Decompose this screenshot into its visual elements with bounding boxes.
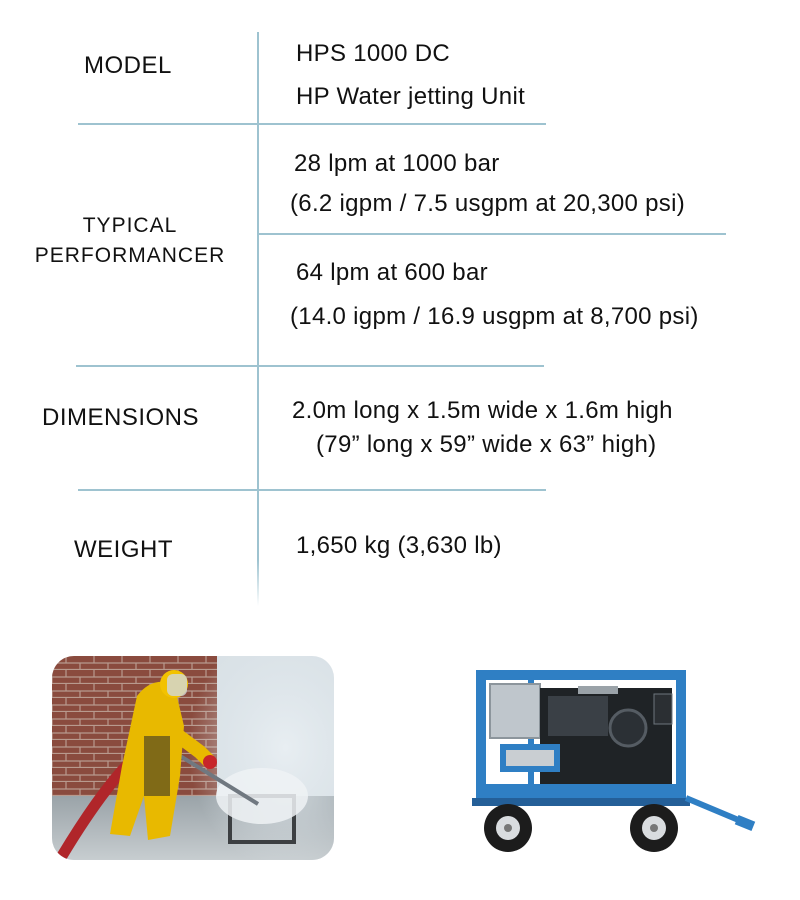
table-vertical-divider: [257, 32, 259, 606]
performance-1-imperial: (6.2 igpm / 7.5 usgpm at 20,300 psi): [290, 190, 686, 217]
performance-label-line2: PERFORMANCER: [34, 244, 226, 267]
operator-jetting-photo: [52, 656, 334, 860]
row-divider-3: [78, 489, 546, 491]
trolley-unit-photo: [468, 664, 758, 858]
dimensions-imperial: (79” long x 59” wide x 63” high): [316, 431, 657, 458]
performance-label-line1: TYPICAL: [82, 214, 178, 237]
row-divider-1: [78, 123, 546, 125]
row-divider-perf: [258, 233, 726, 235]
dimensions-label: DIMENSIONS: [42, 404, 200, 431]
performance-1-metric: 28 lpm at 1000 bar: [294, 150, 500, 177]
performance-2-imperial: (14.0 igpm / 16.9 usgpm at 8,700 psi): [290, 303, 699, 330]
performance-2-metric: 64 lpm at 600 bar: [296, 259, 488, 286]
model-label: MODEL: [84, 52, 172, 79]
model-name: HPS 1000 DC: [296, 40, 451, 67]
row-divider-2: [76, 365, 544, 367]
weight-label: WEIGHT: [74, 536, 173, 563]
performance-label: [27, 211, 233, 271]
weight-value: 1,650 kg (3,630 lb): [296, 532, 502, 559]
dimensions-metric: 2.0m long x 1.5m wide x 1.6m high: [292, 397, 673, 424]
model-description: HP Water jetting Unit: [296, 83, 526, 110]
